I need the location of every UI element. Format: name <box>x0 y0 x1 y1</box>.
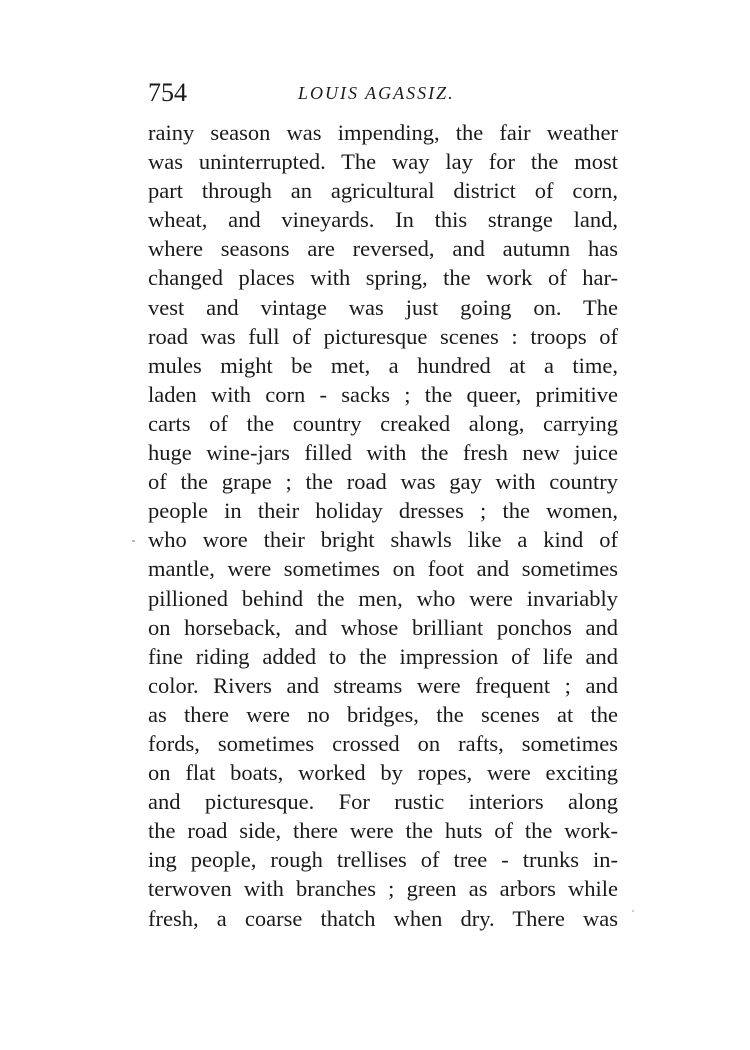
text-line: mantle, were sometimes on foot and sometimes <box>148 556 618 582</box>
text-line: as there were no bridges, the scenes at the <box>148 701 618 727</box>
text-line: laden with corn - sacks ; the queer, primitive <box>148 381 618 407</box>
text-line: mules might be met, a hundred at a time, <box>148 352 618 378</box>
paper-speck <box>132 540 135 542</box>
running-head: LOUIS AGASSIZ. <box>298 83 455 103</box>
page-number: 754 <box>148 78 187 107</box>
text-line: on flat boats, worked by ropes, were exciting <box>148 760 618 786</box>
text-line: wheat, and vineyards. In this strange land, <box>148 207 618 233</box>
text-line: vest and vintage was just going on. The <box>148 294 618 320</box>
text-line: of the grape ; the road was gay with country <box>148 469 618 495</box>
text-line: fine riding added to the impression of life and <box>148 643 618 669</box>
text-line: terwoven with branches ; green as arbors while <box>148 876 618 902</box>
text-line: pillioned behind the men, who were invariably <box>148 585 618 611</box>
text-line: part through an agricultural district of corn, <box>148 178 618 204</box>
text-line: fords, sometimes crossed on rafts, sometimes <box>148 730 618 756</box>
text-line: carts of the country creaked along, carrying <box>148 410 618 436</box>
text-line: huge wine-jars filled with the fresh new juice <box>148 440 618 466</box>
page-header <box>148 78 618 108</box>
text-line: where seasons are reversed, and autumn has <box>148 236 618 262</box>
paper-speck <box>632 910 634 912</box>
text-line: on horseback, and whose brilliant ponchos and <box>148 614 618 640</box>
body-text <box>148 118 618 933</box>
text-line: people in their holiday dresses ; the women, <box>148 498 618 524</box>
text-line: rainy season was impending, the fair weather <box>148 120 618 145</box>
text-line: color. Rivers and streams were frequent ; and <box>148 672 618 698</box>
text-line: road was full of picturesque scenes : troops of <box>148 323 618 349</box>
text-line: fresh, a coarse thatch when dry. There was <box>148 905 618 931</box>
text-line: and picturesque. For rustic interiors along <box>148 789 618 815</box>
text-line: was uninterrupted. The way lay for the most <box>148 149 618 175</box>
text-line: ing people, rough trellises of tree - trunks in- <box>148 847 618 873</box>
text-line: changed places with spring, the work of har- <box>148 265 618 291</box>
text-line: the road side, there were the huts of the work- <box>148 818 618 844</box>
text-line: who wore their bright shawls like a kind of <box>148 527 618 553</box>
